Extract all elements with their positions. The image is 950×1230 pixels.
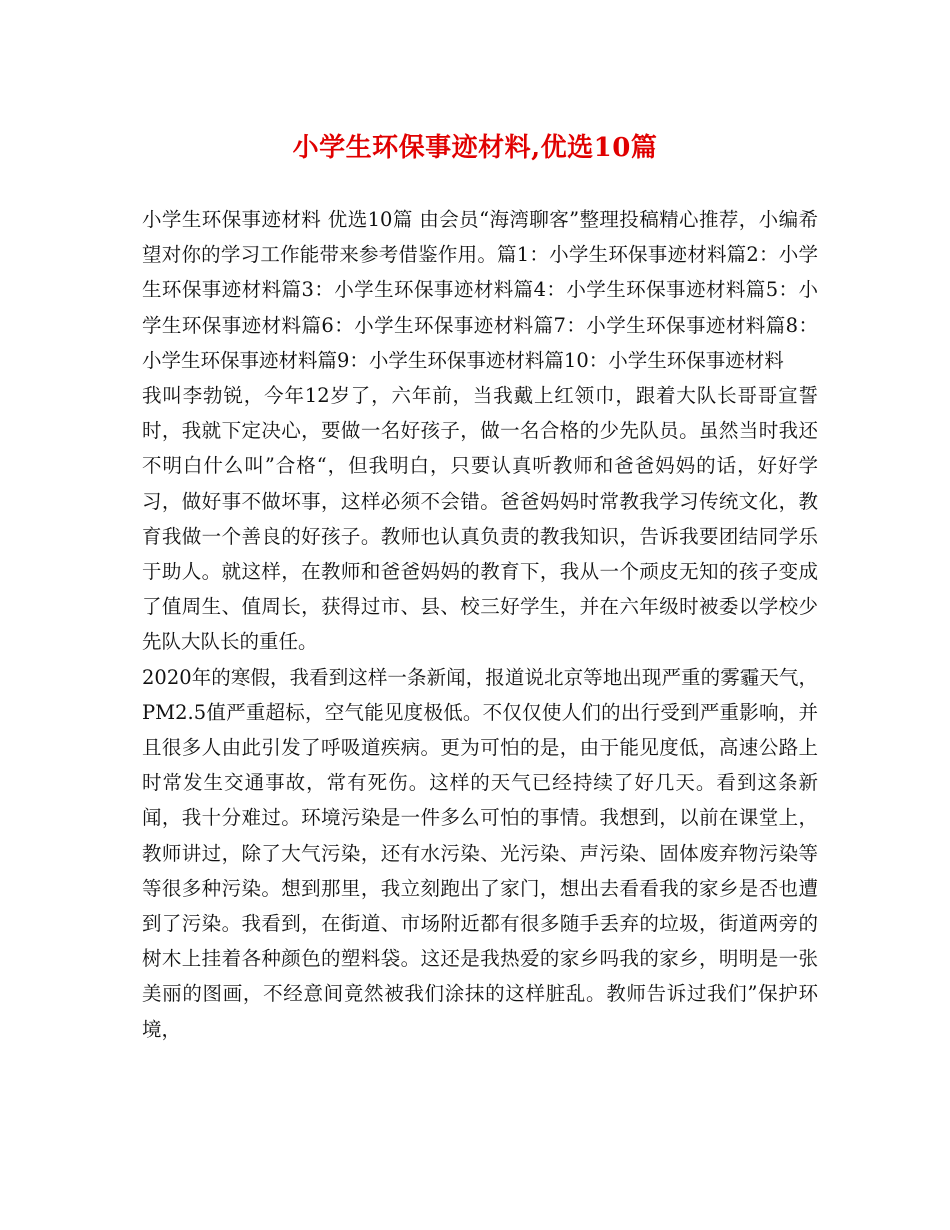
intro-paragraph: 小学生环保事迹材料 优选10篇 由会员“海湾聊客”整理投稿精心推荐，小编希望对你的学习工作能带来参考借鉴作用。篇1：小学生环保事迹材料篇2：小学生环保事迹材料篇3：小学生环保事迹材料篇4：小学生环保事迹材料篇5：小学生环保事迹材料篇6：小学生环保事迹材料篇7：小学生环保事迹材料篇8：小学生环保事迹材料篇9：小学生环保事迹材料篇10：小学生环保事迹材料 bbox=[142, 208, 818, 372]
document-body bbox=[142, 202, 818, 1047]
document-title: 小学生环保事迹材料,优选10篇 bbox=[292, 133, 658, 163]
body-paragraph-2: 2020年的寒假，我看到这样一条新闻，报道说北京等地出现严重的雾霾天气，PM2.5值严重超标，空气能见度极低。不仅仅使人们的出行受到严重影响，并且很多人由此引发了呼吸道疾病。更为可怕的是，由于能见度低，高速公路上时常发生交通事故，常有死伤。这样的天气已经持续了好几天。看到这条新闻，我十分难过。环境污染是一件多么可怕的事情。我想到，以前在课堂上，教师讲过，除了大气污染，还有水污染、光污染、声污染、固体废弃物污染等等很多种污染。想到那里，我立刻跑出了家门，想出去看看我的家乡是否也遭到了污染。我看到，在街道、市场附近都有很多随手丢弃的垃圾，街道两旁的树木上挂着各种颜色的塑料袋。这还是我热爱的家乡吗我的家乡，明明是一张美丽的图画，不经意间竟然被我们涂抹的这样脏乱。教师告诉过我们”保护环境， bbox=[142, 665, 818, 1041]
body-paragraph-1: 我叫李勃锐，今年12岁了，六年前，当我戴上红领巾，跟着大队长哥哥宣誓时，我就下定决心，要做一名好孩子，做一名合格的少先队员。虽然当时我还不明白什么叫”合格“，但我明白，只要认真听教师和爸爸妈妈的话，好好学习，做好事不做坏事，这样必须不会错。爸爸妈妈时常教我学习传统文化，教育我做一个善良的好孩子。教师也认真负责的教我知识，告诉我要团结同学乐于助人。就这样，在教师和爸爸妈妈的教育下，我从一个顽皮无知的孩子变成了值周生、值周长，获得过市、县、校三好学生，并在六年级时被委以学校少先队大队长的重任。 bbox=[142, 384, 818, 654]
